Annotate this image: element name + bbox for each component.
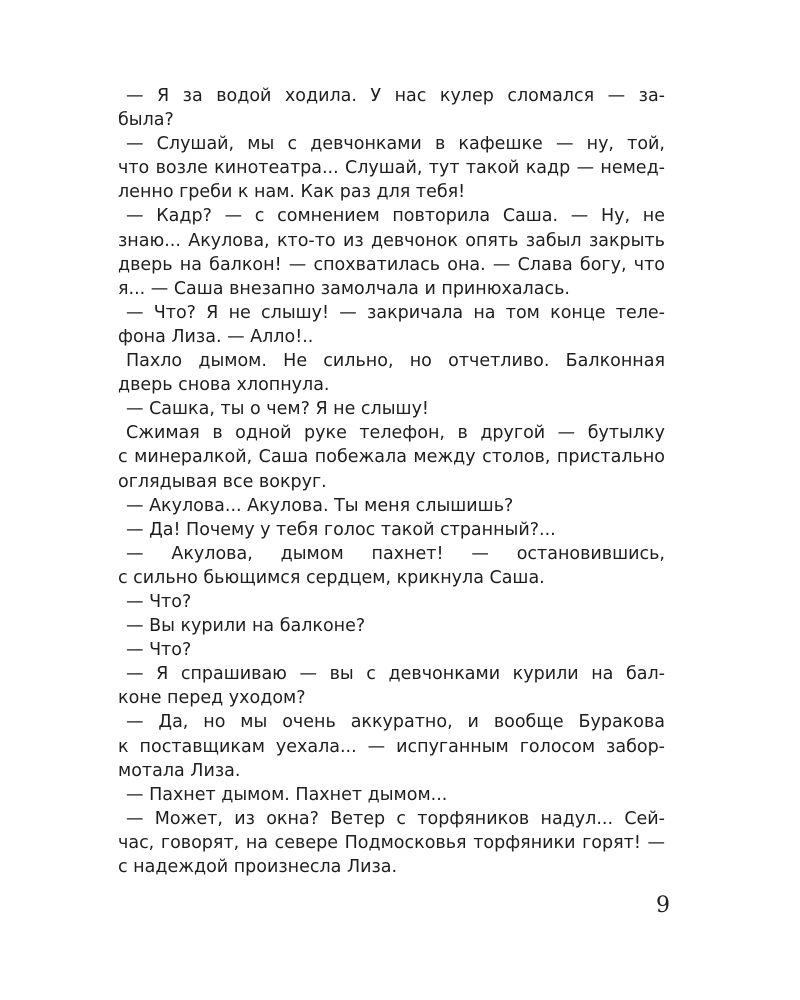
paragraph bbox=[118, 662, 665, 710]
paragraph bbox=[118, 349, 665, 397]
text-line: — Сашка, ты о чем? Я не слышу! bbox=[126, 399, 429, 420]
text-line: — Я спрашиваю — вы с девчонками курили на бал- bbox=[126, 664, 665, 685]
paragraph bbox=[118, 590, 665, 614]
paragraph bbox=[118, 542, 665, 590]
paragraph bbox=[118, 518, 665, 542]
text-line: коне перед уходом? bbox=[118, 688, 306, 709]
text-line: — Да! Почему у тебя голос такой странный?... bbox=[126, 519, 556, 540]
page-number: 9 bbox=[656, 893, 670, 918]
paragraph bbox=[118, 84, 665, 132]
text-line: — Да, но мы очень аккуратно, и вообще Буракова bbox=[126, 712, 665, 733]
text-line: была? bbox=[118, 110, 174, 131]
paragraph bbox=[118, 710, 665, 782]
text-line: дверь на балкон! — спохватилась она. — Слава богу, что bbox=[118, 254, 665, 275]
paragraph bbox=[118, 783, 665, 807]
text-line: — Что? Я не слышу! — закричала на том конце теле- bbox=[126, 302, 665, 323]
text-line: — Что? bbox=[126, 640, 192, 661]
text-line: — Акулова... Акулова. Ты меня слышишь? bbox=[126, 495, 514, 516]
text-line: мотала Лиза. bbox=[118, 760, 241, 781]
text-line: знаю... Акулова, кто-то из девчонок опять забыл закрыть bbox=[118, 230, 665, 251]
text-line: — Может, из окна? Ветер с торфяников надул... Сей- bbox=[126, 808, 665, 829]
text-line: — Пахнет дымом. Пахнет дымом... bbox=[126, 784, 448, 805]
paragraph bbox=[118, 132, 665, 204]
text-line: с сильно бьющимся сердцем, крикнула Саша. bbox=[118, 567, 545, 588]
paragraph bbox=[118, 614, 665, 638]
text-line: Сжимая в одной руке телефон, в другой — бутылку bbox=[126, 423, 665, 444]
text-line: с надеждой произнесла Лиза. bbox=[118, 857, 398, 877]
text-line: оглядывая все вокруг. bbox=[118, 471, 327, 492]
text-line: — Слушай, мы с девчонками в кафешке — ну, той, bbox=[126, 134, 665, 155]
text-line: я... — Саша внезапно замолчала и принюхалась. bbox=[118, 278, 570, 299]
text-line: Пахло дымом. Не сильно, но отчетливо. Балконная bbox=[126, 351, 665, 372]
text-line: ленно греби к нам. Как раз для тебя! bbox=[118, 182, 466, 203]
paragraph bbox=[118, 397, 665, 421]
text-line: с минералкой, Саша побежала между столов, пристально bbox=[118, 447, 665, 468]
text-line: — Кадр? — с сомнением повторила Саша. — Ну, не bbox=[126, 206, 665, 227]
text-line: фона Лиза. — Алло!.. bbox=[118, 326, 314, 347]
paragraph bbox=[118, 807, 665, 879]
body-text bbox=[118, 84, 665, 879]
paragraph bbox=[118, 494, 665, 518]
paragraph bbox=[118, 301, 665, 349]
paragraph bbox=[118, 204, 665, 300]
text-line: — Вы курили на балконе? bbox=[126, 616, 366, 637]
text-line: час, говорят, на севере Подмосковья торфяники горят! — bbox=[118, 832, 665, 853]
text-line: дверь снова хлопнула. bbox=[118, 375, 330, 396]
text-line: — Акулова, дымом пахнет! — остановившись, bbox=[126, 543, 665, 564]
text-line: — Я за водой ходила. У нас кулер сломался — за- bbox=[126, 86, 665, 106]
paragraph bbox=[118, 638, 665, 662]
text-line: к поставщикам уехала... — испуганным голосом забор- bbox=[118, 736, 665, 757]
paragraph bbox=[118, 421, 665, 493]
text-line: что возле кинотеатра... Слушай, тут такой кадр — немед- bbox=[118, 158, 665, 179]
text-line: — Что? bbox=[126, 591, 192, 612]
